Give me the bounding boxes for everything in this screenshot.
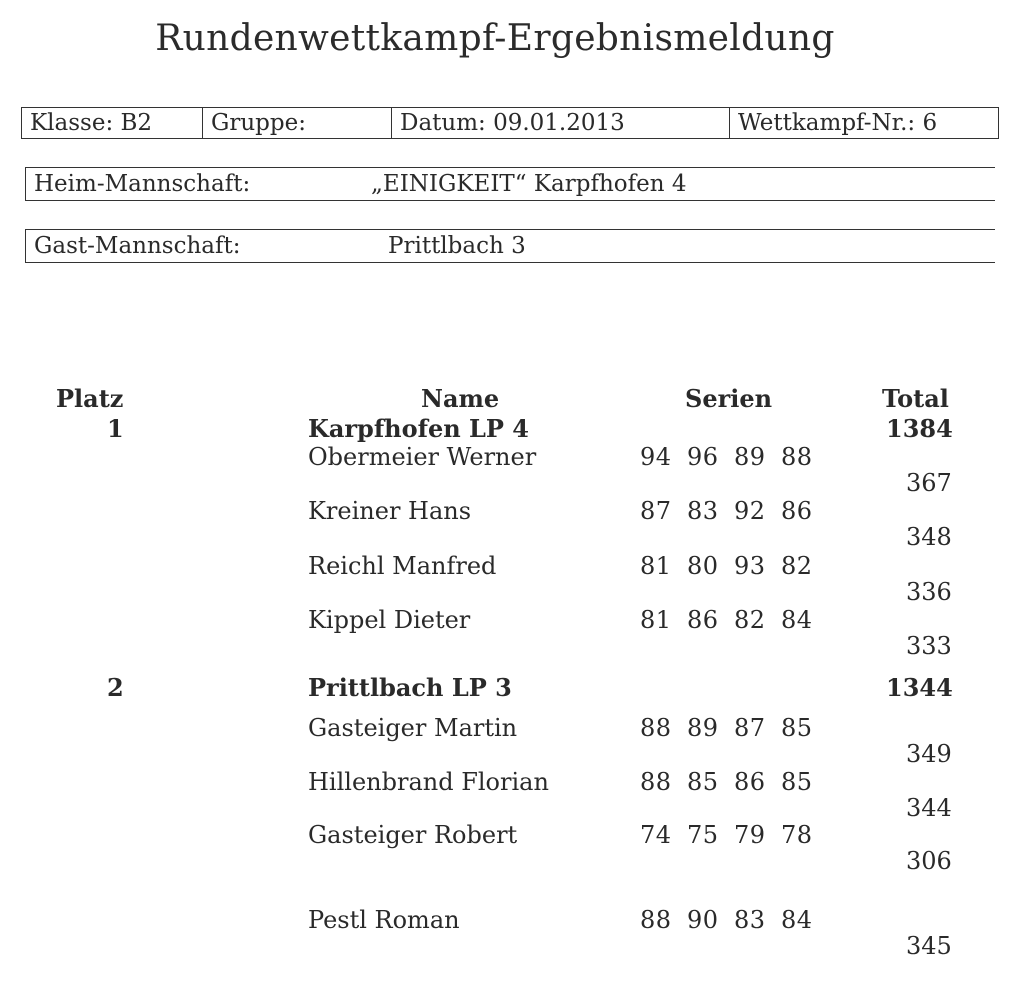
gast-mannschaft-value: Prittlbach 3 xyxy=(388,233,526,259)
series-value: 84 xyxy=(781,906,813,934)
series-value: 92 xyxy=(734,497,766,525)
shooter-name: Gasteiger Robert xyxy=(308,821,518,849)
shooter-total: 349 xyxy=(906,740,952,768)
shooter-series xyxy=(640,768,828,796)
series-value: 80 xyxy=(687,552,719,580)
shooter-name: Kreiner Hans xyxy=(308,497,472,525)
series-value: 86 xyxy=(781,497,813,525)
series-value: 82 xyxy=(781,552,813,580)
series-value: 96 xyxy=(687,443,719,471)
gruppe-cell: Gruppe: xyxy=(203,108,392,138)
series-value: 89 xyxy=(687,714,719,742)
series-value: 86 xyxy=(687,606,719,634)
team-total: 1344 xyxy=(886,673,953,702)
shooter-name: Reichl Manfred xyxy=(308,552,497,580)
shooter-total: 306 xyxy=(906,847,952,875)
shooter-series xyxy=(640,443,828,471)
heim-mannschaft-value: „EINIGKEIT“ Karpfhofen 4 xyxy=(371,171,687,197)
header-platz: Platz xyxy=(56,384,124,413)
shooter-name: Pestl Roman xyxy=(308,906,460,934)
series-value: 89 xyxy=(734,443,766,471)
series-value: 83 xyxy=(687,497,719,525)
team-total: 1384 xyxy=(886,414,953,443)
series-value: 85 xyxy=(781,714,813,742)
series-value: 88 xyxy=(640,906,672,934)
page-title: Rundenwettkampf-Ergebnismeldung xyxy=(155,18,835,59)
heim-mannschaft-box xyxy=(25,167,995,201)
shooter-series xyxy=(640,606,828,634)
heim-mannschaft-label: Heim-Mannschaft: xyxy=(34,171,251,197)
series-value: 84 xyxy=(781,606,813,634)
shooter-series xyxy=(640,552,828,580)
shooter-total: 345 xyxy=(906,932,952,960)
shooter-series xyxy=(640,821,828,849)
series-value: 88 xyxy=(640,714,672,742)
header-name: Name xyxy=(421,384,500,413)
series-value: 74 xyxy=(640,821,672,849)
series-value: 93 xyxy=(734,552,766,580)
info-row xyxy=(21,107,999,139)
shooter-name: Hillenbrand Florian xyxy=(308,768,549,796)
team-name: Karpfhofen LP 4 xyxy=(308,414,529,443)
shooter-name: Gasteiger Martin xyxy=(308,714,518,742)
series-value: 86 xyxy=(734,768,766,796)
series-value: 78 xyxy=(781,821,813,849)
shooter-total: 348 xyxy=(906,523,952,551)
shooter-name: Obermeier Werner xyxy=(308,443,537,471)
shooter-name: Kippel Dieter xyxy=(308,606,471,634)
series-value: 85 xyxy=(687,768,719,796)
series-value: 81 xyxy=(640,552,672,580)
series-value: 83 xyxy=(734,906,766,934)
datum-cell: Datum: 09.01.2013 xyxy=(392,108,730,138)
team-platz: 2 xyxy=(107,673,124,702)
shooter-total: 367 xyxy=(906,469,952,497)
series-value: 87 xyxy=(734,714,766,742)
series-value: 94 xyxy=(640,443,672,471)
gast-mannschaft-label: Gast-Mannschaft: xyxy=(34,233,241,259)
series-value: 81 xyxy=(640,606,672,634)
series-value: 90 xyxy=(687,906,719,934)
team-platz: 1 xyxy=(107,414,124,443)
series-value: 75 xyxy=(687,821,719,849)
wettkampf-nr-cell: Wettkampf-Nr.: 6 xyxy=(738,110,938,136)
shooter-total: 344 xyxy=(906,794,952,822)
series-value: 88 xyxy=(640,768,672,796)
shooter-series xyxy=(640,714,828,742)
series-value: 88 xyxy=(781,443,813,471)
shooter-total: 336 xyxy=(906,578,952,606)
shooter-total: 333 xyxy=(906,632,952,660)
series-value: 79 xyxy=(734,821,766,849)
series-value: 87 xyxy=(640,497,672,525)
header-total: Total xyxy=(882,384,949,413)
gast-mannschaft-box xyxy=(25,229,995,263)
header-serien: Serien xyxy=(685,384,773,413)
shooter-series xyxy=(640,906,828,934)
series-value: 85 xyxy=(781,768,813,796)
series-value: 82 xyxy=(734,606,766,634)
klasse-cell: Klasse: B2 xyxy=(22,108,203,138)
team-name: Prittlbach LP 3 xyxy=(308,673,512,702)
shooter-series xyxy=(640,497,828,525)
